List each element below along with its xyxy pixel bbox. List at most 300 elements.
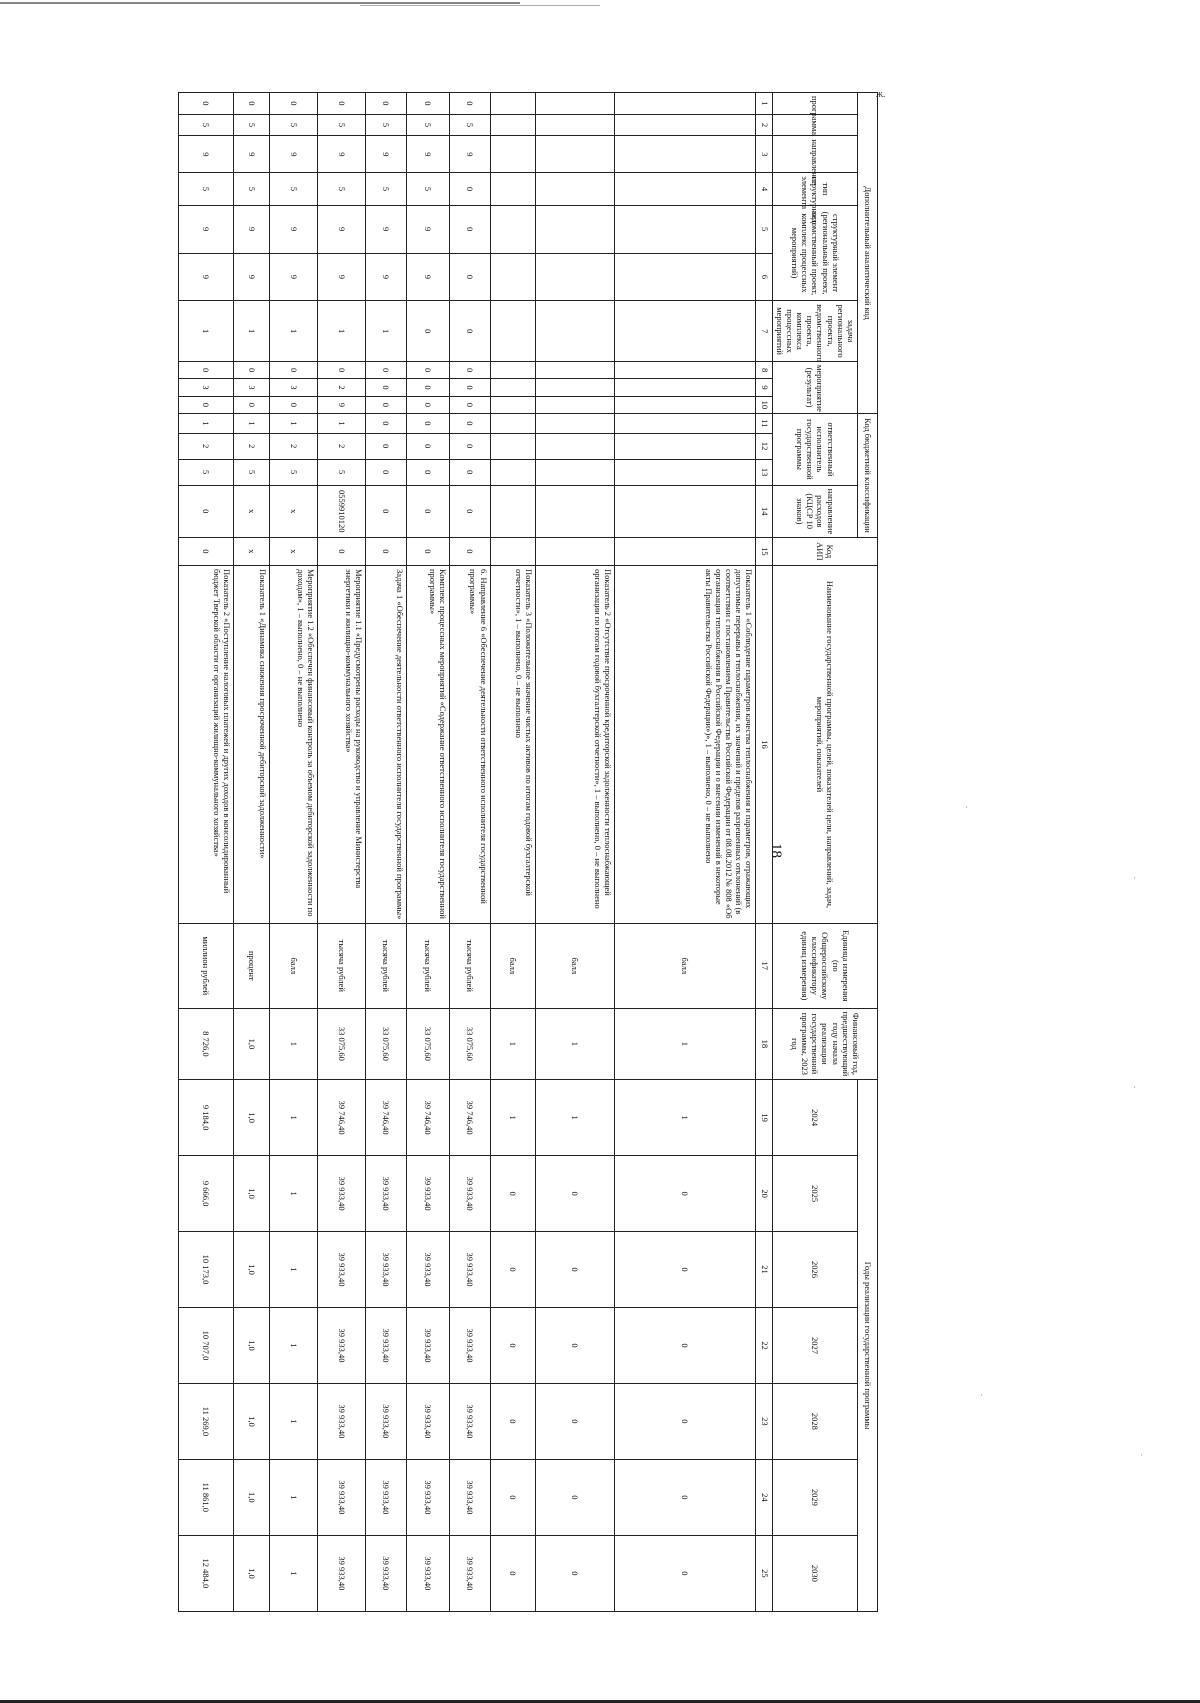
code-cell: 1 [270,301,318,362]
code-cell [615,414,756,434]
code-cell: 0 [179,93,234,115]
header-otvetstv: ответственный исполнитель государственной программы [773,414,858,486]
table-row [234,93,270,1612]
code-cell: 0 [318,361,366,378]
code-cell [536,485,615,537]
code-cell [490,136,536,173]
code-cell [536,173,615,206]
year-value-cell: 0 [536,1383,615,1459]
year-value-cell: 39 933,40 [406,1535,449,1611]
scan-speck: · [1133,873,1136,883]
year-value-cell: 39 746,40 [449,1080,490,1156]
code-cell: 0 [365,459,406,485]
base-year-cell: 1 [490,1008,536,1080]
year-value-cell: 39 933,40 [318,1232,366,1308]
row-name-cell: Показатель 1 «Динамика снижения просроченной дебиторской задолженности» [234,565,270,923]
column-number: 3 [756,136,773,173]
row-name-cell: Показатель 2 «Отсутствие просроченной кредиторской задолженности теплоснабжающей организации по итогам годовой бухгалтерской отчетности», 1 – выполнено, 0 – не выполнено [536,565,615,923]
code-cell: 0 [449,396,490,413]
unit-cell: балл [536,923,615,1008]
table-row [318,93,366,1612]
code-cell: 1 [179,414,234,434]
year-value-cell: 1,0 [234,1459,270,1535]
code-cell: 5 [179,114,234,136]
code-cell: 0 [318,93,366,115]
year-value-cell: 39 933,40 [318,1383,366,1459]
code-cell: 5 [318,114,366,136]
code-cell: 1 [270,414,318,434]
year-value-cell: 1,0 [234,1232,270,1308]
column-number: 13 [756,459,773,485]
year-value-cell: 39 933,40 [406,1232,449,1308]
code-cell [536,433,615,459]
header-years-group: Годы реализации государственной программы [858,1080,878,1612]
column-number: 10 [756,396,773,413]
code-cell: 0 [179,361,234,378]
table-row [365,93,406,1612]
year-value-cell: 0 [536,1232,615,1308]
code-cell: 0 [365,396,406,413]
code-cell: 1 [318,301,366,362]
unit-cell: балл [490,923,536,1008]
code-cell: 2 [179,433,234,459]
year-value-cell: 1 [490,1080,536,1156]
code-cell: 9 [234,205,270,253]
year-value-cell: 39 933,40 [318,1308,366,1384]
code-cell: 0 [449,361,490,378]
year-value-cell: 1,0 [234,1383,270,1459]
year-value-cell: 1 [270,1383,318,1459]
code-cell: 0 [406,93,449,115]
scan-speck: · [1140,1450,1143,1460]
code-cell [536,379,615,396]
base-year-cell: 33 075,60 [318,1008,366,1080]
code-cell [615,301,756,362]
code-cell: 9 [270,253,318,301]
code-cell: 0 [406,433,449,459]
code-cell: 3 [270,379,318,396]
year-value-cell: 0 [490,1459,536,1535]
column-number: 7 [756,301,773,362]
year-value-cell: 39 933,40 [406,1459,449,1535]
code-cell: 0 [365,414,406,434]
code-cell [536,114,615,136]
header-name: Наименование государственной программы, целей, показателей цели, направлений, задач, мероприятий, показателей [773,565,878,923]
code-cell: 0 [179,396,234,413]
row-name-cell: Комплекс процессных мероприятий «Содержание ответственного исполнителя государственной программы» [406,565,449,923]
year-value-cell: 39 933,40 [449,1383,490,1459]
code-cell: 9 [179,136,234,173]
code-cell: х [270,537,318,565]
unit-cell: тысяча рублей [318,923,366,1008]
year-value-cell: 0 [615,1156,756,1232]
code-cell [490,379,536,396]
unit-cell: миллион рублей [179,923,234,1008]
code-cell [615,379,756,396]
column-number: 11 [756,414,773,434]
row-name-cell: Мероприятие 1.2 «Обеспечен финансовый контроль за объемом дебиторской задолженности по доходам», 1 – выполнено, 0 – не выполнено [270,565,318,923]
code-cell: 5 [406,114,449,136]
code-cell: 5 [234,173,270,206]
year-value-cell: 39 933,40 [365,1535,406,1611]
code-cell: 2 [270,433,318,459]
code-cell: 0 [449,537,490,565]
column-number: 5 [756,205,773,253]
page-number: 18 [768,843,784,858]
code-cell: х [234,485,270,537]
year-value-cell: 39 933,40 [318,1156,366,1232]
code-cell: 0 [270,396,318,413]
table-row [270,93,318,1612]
column-number: 22 [756,1308,773,1384]
year-value-cell: 0 [490,1308,536,1384]
column-number: 15 [756,537,773,565]
year-value-cell: 39 933,40 [365,1232,406,1308]
code-cell: 0 [318,537,366,565]
code-cell: 0 [406,361,449,378]
code-cell: 5 [318,459,366,485]
code-cell: 9 [234,253,270,301]
year-value-cell: 39 933,40 [318,1535,366,1611]
code-cell: 9 [406,136,449,173]
code-cell [490,114,536,136]
code-cell [490,301,536,362]
base-year-cell: 33 075,60 [365,1008,406,1080]
column-number: 20 [756,1156,773,1232]
table-row [536,93,615,1612]
code-cell [490,396,536,413]
code-cell [490,459,536,485]
code-cell: 0 [270,361,318,378]
header-kod-aip: Код АИП [773,537,878,565]
code-cell: 9 [406,253,449,301]
table-body [179,93,757,1612]
code-cell: 0 [449,414,490,434]
code-cell: 3 [179,379,234,396]
code-cell: 9 [318,205,366,253]
rotated-table [178,92,878,1612]
header-year: 2029 [773,1459,858,1535]
code-cell: 0 [449,433,490,459]
scan-speck: · [980,1390,983,1400]
base-year-cell: 33 075,60 [449,1008,490,1080]
year-value-cell: 1 [270,1080,318,1156]
code-cell: 9 [318,253,366,301]
code-cell: 2 [318,379,366,396]
code-cell [536,205,615,253]
code-cell: 9 [270,136,318,173]
header-year: 2026 [773,1232,858,1308]
year-value-cell: 39 933,40 [365,1156,406,1232]
code-cell: х [234,537,270,565]
code-cell [536,396,615,413]
year-value-cell: 39 746,40 [318,1080,366,1156]
code-cell [490,205,536,253]
code-cell [490,361,536,378]
scan-speck: · [1133,1082,1136,1092]
scan-speck: · [965,802,968,812]
year-value-cell: 39 933,40 [449,1535,490,1611]
code-cell: 9 [234,136,270,173]
code-cell: 5 [270,114,318,136]
code-cell [536,301,615,362]
year-value-cell: 9 184,0 [179,1080,234,1156]
column-number: 9 [756,379,773,396]
code-cell: 0 [406,301,449,362]
code-cell: 0 [365,485,406,537]
year-value-cell: 1 [270,1459,318,1535]
code-cell: 1 [365,301,406,362]
base-year-cell: 33 075,60 [406,1008,449,1080]
column-number: 14 [756,485,773,537]
code-cell [615,136,756,173]
year-value-cell: 1,0 [234,1535,270,1611]
header-year: 2025 [773,1156,858,1232]
code-cell [536,253,615,301]
code-cell: 5 [270,459,318,485]
code-cell: 5 [234,114,270,136]
column-numbers-row [756,93,773,1612]
year-value-cell: 0 [490,1535,536,1611]
column-number: 23 [756,1383,773,1459]
code-cell [490,485,536,537]
unit-cell: тысяча рублей [449,923,490,1008]
code-cell: 0 [449,379,490,396]
header-programma: программа [773,93,858,115]
code-cell: 0 [365,361,406,378]
column-number: 1 [756,93,773,115]
year-value-cell: 10 173,0 [179,1232,234,1308]
year-value-cell: 1 [270,1156,318,1232]
code-cell [615,485,756,537]
code-cell: 2 [318,433,366,459]
code-cell: 9 [179,205,234,253]
code-cell [490,93,536,115]
code-cell: 1 [179,301,234,362]
code-cell: 0 [179,485,234,537]
rotated-table-wrapper [178,92,878,1612]
year-value-cell: 1 [536,1080,615,1156]
year-value-cell: 0 [615,1308,756,1384]
code-cell [615,361,756,378]
code-cell: 0 [365,93,406,115]
table-row [490,93,536,1612]
code-cell [615,433,756,459]
year-value-cell: 39 933,40 [406,1156,449,1232]
code-cell: 0 [406,379,449,396]
row-name-cell: Показатель 1 «Соблюдение параметров качества теплоснабжения и параметров, отражающих допустимые перерывы в теплоснабжении, их значений и пределов разрешенных отклонений (в соответствии с постановлением Правительства Российской Федерации от 08.08.2012 № 808 «Об организации теплоснабжения в Российской Федерации и о внесении изменений в некоторые акты Правительства Российской Федерации»)», 1 – выполнено, 0 – не выполнено [615,565,756,923]
code-cell [615,396,756,413]
column-number: 16 [756,565,773,923]
code-cell: 9 [318,136,366,173]
code-cell: 5 [365,114,406,136]
year-value-cell: 0 [490,1232,536,1308]
column-number: 17 [756,923,773,1008]
header-year: 2027 [773,1308,858,1384]
column-number: 25 [756,1535,773,1611]
header-napr-rashodov: направление расходов (КЦСР 10 знаков) [773,485,858,537]
column-number: 4 [756,173,773,206]
code-cell [615,537,756,565]
code-cell: 1 [318,414,366,434]
row-name-cell: Показатель 2 «Поступление налоговых платежей и других доходов в консолидированный бюджет Тверской области от организаций жилищно-коммунального хозяйства» [179,565,234,923]
code-cell: 9 [449,136,490,173]
code-cell [615,114,756,136]
code-cell [490,173,536,206]
code-cell: 5 [270,173,318,206]
code-cell [490,414,536,434]
year-value-cell: 39 933,40 [365,1459,406,1535]
column-number: 12 [756,433,773,459]
base-year-cell: 1,0 [234,1008,270,1080]
column-number: 6 [756,253,773,301]
base-year-cell: 1 [615,1008,756,1080]
code-cell: 0 [406,485,449,537]
year-value-cell: 0 [536,1459,615,1535]
code-cell: 9 [270,205,318,253]
code-cell [615,459,756,485]
header-napravlenie: направление [773,136,858,173]
year-value-cell: 1,0 [234,1308,270,1384]
scan-artifact-line [360,5,600,6]
code-cell: 5 [318,173,366,206]
row-name-cell: Показатель 3 «Положительное значение чистых активов по итогам годовой бухгалтерской отчетности», 1 – выполнено, 0 – не выполнено [490,565,536,923]
year-value-cell: 39 933,40 [449,1156,490,1232]
year-value-cell: 9 666,0 [179,1156,234,1232]
code-cell [536,459,615,485]
header-tip: тип структурного элемента [773,173,858,206]
year-value-cell: 0 [490,1383,536,1459]
year-value-cell: 0 [536,1535,615,1611]
header-budget-code: Код бюджетной классификации [858,414,878,538]
year-value-cell: 39 933,40 [318,1459,366,1535]
column-number: 2 [756,114,773,136]
code-cell: 1 [234,301,270,362]
column-number: 8 [756,361,773,378]
code-cell: 9 [318,396,366,413]
header-year: 2030 [773,1535,858,1611]
code-cell: 0 [449,205,490,253]
code-cell: 0559910120 [318,485,366,537]
header-year: 2028 [773,1383,858,1459]
unit-cell: балл [270,923,318,1008]
base-year-cell: 1 [536,1008,615,1080]
code-cell: 9 [179,253,234,301]
year-value-cell: 1 [270,1308,318,1384]
code-cell: 3 [234,379,270,396]
code-cell: 0 [365,379,406,396]
year-value-cell: 0 [615,1459,756,1535]
code-cell: 2 [234,433,270,459]
unit-cell: тысяча рублей [365,923,406,1008]
code-cell: х [270,485,318,537]
year-value-cell: 39 933,40 [365,1383,406,1459]
year-value-cell: 39 933,40 [406,1308,449,1384]
table-row [179,93,234,1612]
year-value-cell: 39 933,40 [449,1308,490,1384]
header-struct-element: структурный элемент (региональный проект, ведомственный проект, комплекс процессных мероприятий) [773,205,858,300]
column-number: 18 [756,1008,773,1080]
row-name-cell: Мероприятие 1.1 «Предусмотрены расходы на руководство и управление Министерства энергетики и жилищно-коммунального хозяйства» [318,565,366,923]
year-value-cell: 0 [490,1156,536,1232]
column-number: 21 [756,1232,773,1308]
unit-cell: тысяча рублей [406,923,449,1008]
year-value-cell: 11 861,0 [179,1459,234,1535]
code-cell: 0 [234,93,270,115]
table-row [449,93,490,1612]
code-cell: 9 [365,136,406,173]
table-row [615,93,756,1612]
year-value-cell: 0 [615,1232,756,1308]
code-cell: 9 [406,205,449,253]
code-cell: 5 [449,114,490,136]
year-value-cell: 39 746,40 [365,1080,406,1156]
year-value-cell: 1 [615,1080,756,1156]
code-cell: 0 [449,485,490,537]
code-cell: 5 [179,459,234,485]
code-cell [615,93,756,115]
code-cell [615,253,756,301]
header-analytic-code: Дополнительный аналитический код [858,93,878,414]
year-value-cell: 0 [536,1156,615,1232]
code-cell: 0 [270,93,318,115]
year-value-cell: 1,0 [234,1156,270,1232]
code-cell: 0 [406,414,449,434]
program-table [178,92,878,1612]
code-cell [615,173,756,206]
year-value-cell: 39 933,40 [449,1459,490,1535]
code-cell [536,361,615,378]
column-number: 19 [756,1080,773,1156]
code-cell: 5 [406,173,449,206]
code-cell: 0 [365,433,406,459]
row-name-cell: Задача 1 «Обеспечение деятельности ответственного исполнителя государственной программы» [365,565,406,923]
code-cell [536,136,615,173]
year-value-cell: 10 707,0 [179,1308,234,1384]
code-cell: 0 [179,537,234,565]
code-cell [490,253,536,301]
header-year: 2024 [773,1080,858,1156]
code-cell [490,537,536,565]
year-value-cell: 1 [270,1232,318,1308]
base-year-cell: 1 [270,1008,318,1080]
year-value-cell: 0 [615,1383,756,1459]
unit-cell: процент [234,923,270,1008]
corner-mark: ж. [876,89,886,100]
code-cell: 0 [234,361,270,378]
code-cell [615,205,756,253]
code-cell: 0 [449,459,490,485]
code-cell: 0 [365,537,406,565]
table-row [406,93,449,1612]
code-cell: 0 [406,396,449,413]
year-value-cell: 39 746,40 [406,1080,449,1156]
code-cell: 9 [365,205,406,253]
code-cell [536,537,615,565]
code-cell [536,93,615,115]
year-value-cell: 39 933,40 [365,1308,406,1384]
code-cell [536,414,615,434]
code-cell: 0 [449,301,490,362]
code-cell: 0 [406,537,449,565]
year-value-cell: 12 484,0 [179,1535,234,1611]
code-cell: 0 [449,173,490,206]
code-cell: 0 [449,93,490,115]
header-zadacha: задача регионального проекта, ведомственного проекта, комплекса процессных мероприятий [773,301,858,362]
code-cell: 5 [179,173,234,206]
code-cell: 1 [234,414,270,434]
base-year-cell: 8 726,0 [179,1008,234,1080]
